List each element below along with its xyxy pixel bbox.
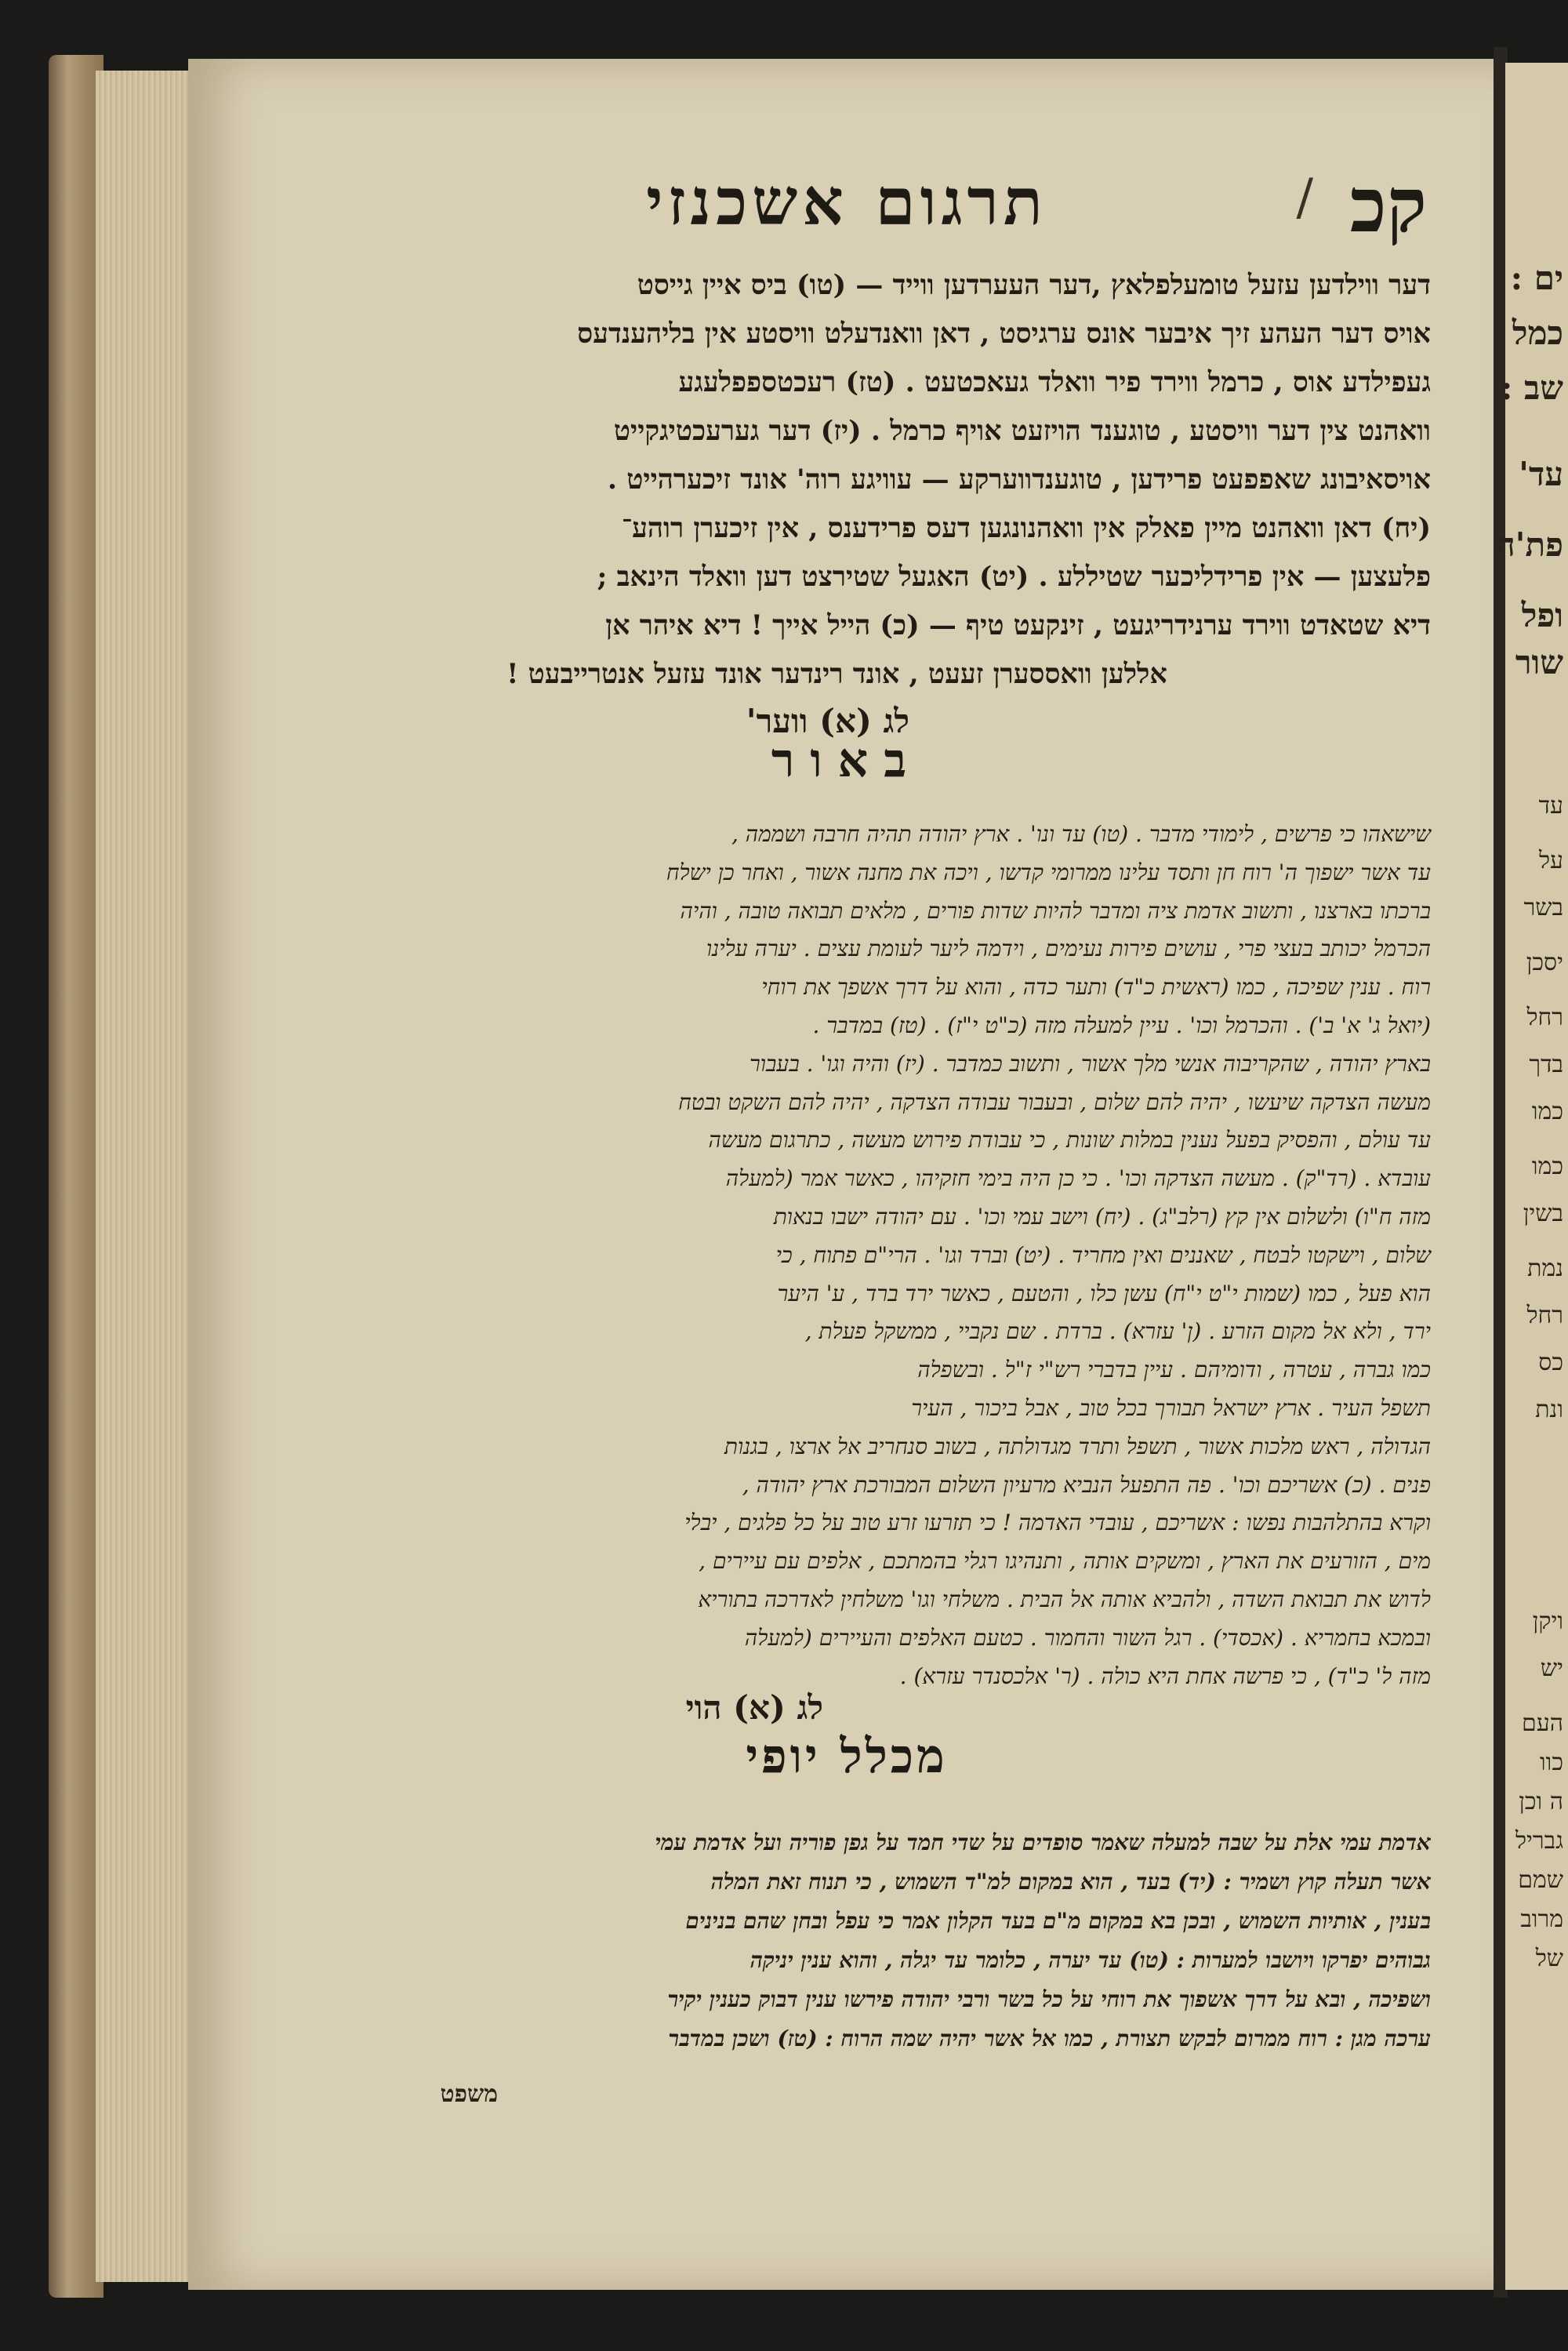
facing-page-fragment: כמל — [1512, 314, 1563, 352]
beur-line: רוח . ענין שפיכה , כמו (ראשית כ"ד) ותער כדה , והוא על דרך אשפך את רוחי — [761, 974, 1431, 1001]
facing-page-fragment: יסכן — [1526, 949, 1563, 976]
beur-line: כמו גברה , עטרה , ודומיהם . עיין בדברי רש"י ז"ל . ובשפלה — [917, 1357, 1431, 1383]
facing-page-fragment: כמו — [1531, 1098, 1563, 1125]
beur-line: מים , הזורעים את הארץ , ומשקים אותה , ותנהיגו רגלי בהמתכם , אלפים עם עיירים , — [699, 1548, 1431, 1575]
book-cover — [0, 0, 55, 2351]
beur-line: שישאהו כי פרשים , לימודי מדבר . (טו) עד ונו' . ארץ יהודה תהיה חרבה ושממה , — [731, 821, 1431, 847]
facing-page-fragment: שב : — [1500, 369, 1563, 407]
beur-line: עד עולם , והפסיק בפעל נענין במלות שונות , כי עבודת פירוש מעשה , כתרגום מעשה — [708, 1127, 1431, 1154]
facing-page-fragment: רחל — [1526, 1004, 1563, 1031]
mikhlal-line: אדמת עמי אלת על שבה למעלה שאמר סופדים על שדי חמד על גפן פוריה ועל אדמת עמי — [655, 1830, 1431, 1855]
facing-page-fragment: ופל — [1521, 596, 1563, 634]
beur-line: הוא פעל , כמו (שמות י"ט י"ח) עשן כלו , והטעם , כאשר ירד ברד , ע' היער — [777, 1280, 1431, 1306]
facing-page-fragment: בדך — [1529, 1051, 1563, 1078]
facing-page-fragment: שור — [1515, 643, 1563, 681]
beur-line: ברכתו בארצנו , ותשוב אדמת ציה ומדבר להיות שדות פורים , מלאים תבואה טובה , והיה — [680, 897, 1431, 924]
facing-page-fragment: עד' — [1519, 455, 1563, 493]
beur-line: וקרא בהתלהבות נפשו : אשריכם , עובדי האדמה ! כי תזרעו זרע טוב על כל פלגים , יבלי — [684, 1510, 1431, 1536]
beur-line: (יואל ג' א' ב') . והכרמל וכו' . עיין למעלה מזה (כ"ט י"ז) . (טז) במדבר . — [812, 1012, 1431, 1038]
beur-line: מזה ח"ו) ולשלום אין קץ (רלב"ג) . (יח) וישב עמי וכו' . עם יהודה ישבו בנאות — [773, 1203, 1431, 1230]
facing-page-edge — [1495, 63, 1568, 2290]
beur-line: הכרמל יכותב בעצי פרי , עושים פירות נעימים , וידמה ליער לעומת עצים . יערה עלינו — [706, 936, 1431, 962]
beur-line: פנים . (כ) אשריכם וכו' . פה התפעל הנביא מרעיון השלום המבורכת ארץ יהודה , — [742, 1471, 1431, 1498]
facing-page-fragment: של — [1535, 1945, 1563, 1972]
book-page — [188, 59, 1505, 2290]
beur-heading: באור — [771, 733, 923, 788]
beur-line: עובדא . (רד"ק) . מעשה הצדקה וכו' . כי כן היה בימי חזקיהו , כאשר אמר (למעלה — [725, 1165, 1431, 1192]
targum-line: דיא שטאדט ווירד ערנידריגעט , זינקעט טיף — (כ) הייל אייך ! דיא איהר אן — [605, 609, 1431, 641]
beur-line: מזה ל' כ"ד) , כי פרשה אחת היא כולה . (ר' אלכסנדר עזרא) . — [899, 1662, 1431, 1689]
facing-page-fragment: עד — [1538, 792, 1563, 819]
beur-line: מעשה הצדקה שיעשו , יהיה להם שלום , ובעבור עבודה הצדקה , יהיה להם השקט ובטח — [678, 1088, 1431, 1115]
facing-page-fragment: מרוב — [1520, 1906, 1563, 1933]
folio-number: קכ — [1349, 161, 1427, 249]
facing-page-fragment: יש — [1540, 1655, 1563, 1682]
facing-page-fragment: גבריל — [1515, 1827, 1563, 1855]
mikhlal-line: ערכה מגן : רוח ממרום לבקש תצורת , כמו אל אשר יהיה שמה הרוח : (טז) ושכן במדבר — [668, 2026, 1431, 2051]
chapter-marker: לג (א) ווער' — [746, 702, 909, 740]
targum-line: פלעצען — אין פרידליכער שטיללע . (יט) האגעל שטירצט דען וואלד הינאב ; — [597, 561, 1431, 593]
facing-page-fragment: שמם — [1518, 1866, 1563, 1894]
mikhlal-line: אשר תעלה קוץ ושמיר : (יד) בעד , הוא במקום למ"ד השמוש , כי תנוח זאת המלה — [710, 1869, 1431, 1895]
facing-page-fragment: רחל — [1526, 1302, 1563, 1329]
facing-page-fragment: ים : — [1510, 259, 1563, 297]
mikhlal-yofi-heading: מכלל יופי — [746, 1729, 948, 1784]
chapter-marker-2: לג (א) הוי — [685, 1688, 823, 1727]
facing-page-fragment: ויקן — [1532, 1608, 1563, 1635]
targum-line: דער ווילדען עזעל טומעלפלאץ ,דער העערדען ווייד — (טו) ביס איין גייסט — [637, 269, 1431, 301]
facing-page-fragment: פת'ח — [1495, 525, 1563, 564]
targum-line: געפילדע אוס , כרמל ווירד פיר וואלד געאכטעט . (טז) רעכטספפלעגע — [678, 366, 1431, 398]
beur-line: שלום , וישקטו לבטח , שאננים ואין מחריד . (יט) וברד וגו' . הרי"ם פתוח , כי — [775, 1241, 1431, 1268]
mikhlal-line: ושפיכה , ובא על דרך אשפוך את רוחי על כל בשר ורבי יהודה פירשו ענין דבוק כענין יקיר — [667, 1986, 1431, 2012]
beur-commentary — [243, 816, 1431, 1695]
beur-line: ירד , ולא אל מקום הזרע . (ן' עזרא) . ברדת . שם נקביי , ממשקל פעלת , — [804, 1318, 1431, 1345]
mikhlal-line: בענין , אותיות השמוש , ובכן בא במקום מ"ם בעד הקלון אמר כי עפל ובחן שהם בנינים — [685, 1908, 1431, 1934]
targum-text — [243, 261, 1431, 699]
facing-page-fragment: בשר — [1523, 894, 1563, 921]
facing-page-fragment: על — [1538, 847, 1563, 874]
beur-line: בארץ יהודה , שהקריבוה אנשי מלך אשור , ותשוב כמדבר . (יז) והיה וגו' . בעבור — [750, 1050, 1431, 1077]
beur-line: הגדולה , ראש מלכות אשור , תשפל ותרד מגדולתה , בשוב סנחריב אל ארצו , בגנות — [724, 1433, 1431, 1459]
catchword: משפט — [440, 2080, 498, 2108]
beur-line: לדוש את תבואת השדה , ולהביא אותה אל הבית . משלחי וגו' משלחין לאדרכה בתוריא — [698, 1586, 1431, 1612]
facing-page-fragment: נמת — [1527, 1255, 1563, 1282]
targum-line: אויס דער העהע זיך איבער אונס ערגיסט , דאן וואנדעלט וויסטע אין בליהענדעס — [577, 318, 1431, 350]
mikhlal-line: גבוהים יפרקו ויושבו למערות : (טו) עד יערה , כלומר עד יגלה , והוא ענין יניקה — [750, 1947, 1431, 1973]
facing-page-fragment: כס — [1538, 1349, 1563, 1376]
beur-line: תשפל העיר . ארץ ישראל תבורך בכל טוב , אבל ביכור , העיר — [911, 1394, 1431, 1421]
targum-line: וואהנט צין דער וויסטע , טוגענד הויזעט אויף כרמל . (יז) דער גערעכטיגקייט — [613, 415, 1431, 447]
beur-line: ובמכא בחמריא . (אכסדי) . רגל השור והחמור . כטעם האלפים והעיירים (למעלה — [744, 1624, 1431, 1651]
facing-page-fragment: העם — [1522, 1710, 1563, 1737]
folio-mark: / — [1296, 169, 1313, 227]
mikhlal-yofi-commentary — [243, 1823, 1431, 2058]
targum-line: אויסאיבונג שאפפעט פרידען , טוגענדווערקע — עוויגע רוה' אונד זיכערהייט . — [607, 463, 1431, 496]
facing-page-fragment: כמו — [1531, 1153, 1563, 1180]
facing-page-fragment: כוו — [1539, 1749, 1563, 1776]
facing-page-fragment: ה וכן — [1519, 1788, 1563, 1815]
targum-line: (יח) דאן וואהנט מיין פאלק אין וואהנונגען דעס פרידענס , אין זיכערן רוהע־ — [621, 512, 1431, 544]
page-header — [188, 145, 1505, 247]
running-title: תרגום אשכנזי — [646, 165, 1047, 240]
targum-line: אללען וואססערן זעעט , אונד רינדער אונד עזעל אנטרייבעט ! — [506, 658, 1167, 690]
facing-page-fragment: בשין — [1523, 1200, 1563, 1227]
beur-line: עד אשר ישפוך ה' רוח חן ותסד עלינו ממרומי קדשו , ויכה את מחנה אשור , ואחר כן ישלח — [666, 859, 1431, 885]
facing-page-fragment: ונת — [1535, 1396, 1563, 1423]
